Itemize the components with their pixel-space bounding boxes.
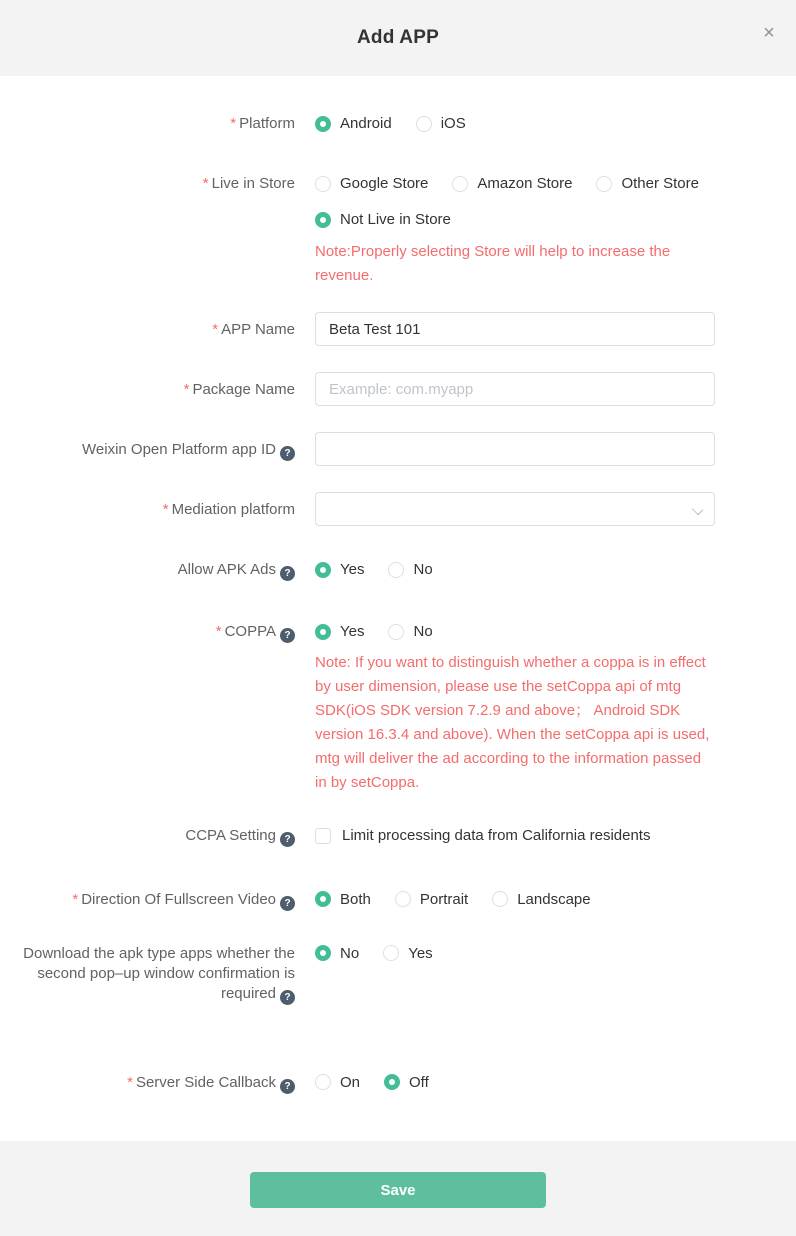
radio-direction-both[interactable] xyxy=(315,890,371,909)
radio-google-store[interactable] xyxy=(315,174,428,193)
help-icon[interactable]: ? xyxy=(280,628,295,643)
radio-icon xyxy=(383,945,399,961)
help-icon[interactable]: ? xyxy=(280,1079,295,1094)
direction-radio-group xyxy=(315,890,715,909)
radio-icon xyxy=(315,176,331,192)
platform-radio-group xyxy=(315,114,715,133)
checkbox-label: Limit processing data from California residents xyxy=(342,827,651,844)
modal-header xyxy=(0,0,796,76)
coppa-radio-group xyxy=(315,622,715,641)
form-row-mediation-platform xyxy=(0,492,796,526)
allow-apk-ads-radio-group xyxy=(315,560,715,579)
radio-android[interactable] xyxy=(315,114,392,133)
live-in-store-label: * Live in Store xyxy=(202,175,295,192)
radio-ios[interactable] xyxy=(416,114,466,133)
radio-label: Yes xyxy=(340,623,365,640)
form-row-package-name xyxy=(0,372,796,406)
radio-direction-landscape[interactable] xyxy=(492,890,590,909)
radio-icon xyxy=(315,212,331,228)
radio-callback-on[interactable] xyxy=(315,1073,360,1092)
form-row-weixin-app-id xyxy=(0,432,796,466)
radio-icon xyxy=(315,116,331,132)
download-apk-confirm-label: Download the apk type apps whether the second pop–up window confirmation is required ? xyxy=(23,944,295,1003)
radio-callback-off[interactable] xyxy=(384,1073,429,1092)
mediation-platform-select[interactable] xyxy=(315,492,715,526)
required-mark: * xyxy=(202,175,209,192)
radio-download-yes[interactable] xyxy=(383,944,432,963)
platform-label: * Platform xyxy=(230,115,295,132)
ccpa-checkbox[interactable] xyxy=(315,826,650,845)
radio-allow-apk-no[interactable] xyxy=(388,560,432,579)
help-icon[interactable]: ? xyxy=(280,832,295,847)
form-row-ccpa xyxy=(0,826,796,849)
live-in-store-controls xyxy=(315,174,715,288)
radio-icon xyxy=(416,116,432,132)
modal-body xyxy=(0,76,796,1094)
radio-label: Off xyxy=(409,1073,429,1091)
required-mark: * xyxy=(72,890,79,908)
package-name-label: * Package Name xyxy=(183,381,295,398)
mediation-platform-select-input[interactable] xyxy=(315,492,715,526)
form-row-allow-apk-ads xyxy=(0,560,796,581)
radio-icon xyxy=(315,891,331,907)
radio-label: No xyxy=(413,561,433,578)
radio-amazon-store[interactable] xyxy=(452,174,572,193)
radio-download-no[interactable] xyxy=(315,944,359,963)
package-name-input[interactable] xyxy=(315,372,715,406)
live-in-store-row1 xyxy=(315,174,715,193)
radio-coppa-yes[interactable] xyxy=(315,622,364,641)
download-apk-radio-group xyxy=(315,944,715,963)
required-mark: * xyxy=(212,321,219,338)
radio-icon xyxy=(388,624,404,640)
store-note: Note:Properly selecting Store will help to increase the revenue. xyxy=(315,243,671,284)
server-callback-radio-group xyxy=(315,1073,715,1092)
save-button[interactable]: Save xyxy=(250,1172,546,1208)
radio-other-store[interactable] xyxy=(596,174,699,193)
form-row-platform xyxy=(0,114,796,133)
radio-label: No xyxy=(413,623,433,640)
help-icon[interactable]: ? xyxy=(280,990,295,1005)
form-row-download-apk-confirm xyxy=(0,944,796,1005)
form-row-server-side-callback xyxy=(0,1073,796,1094)
radio-icon xyxy=(388,562,404,578)
required-mark: * xyxy=(127,1073,133,1091)
modal-title: Add APP xyxy=(357,27,439,48)
radio-allow-apk-yes[interactable] xyxy=(315,560,364,579)
radio-direction-portrait[interactable] xyxy=(395,890,468,909)
allow-apk-ads-label: Allow APK Ads ? xyxy=(0,560,315,581)
radio-label: Android xyxy=(340,115,392,132)
radio-label: Amazon Store xyxy=(477,175,573,192)
radio-icon xyxy=(492,891,508,907)
radio-icon xyxy=(452,176,468,192)
radio-not-live-in-store[interactable] xyxy=(315,210,451,229)
form-row-live-in-store xyxy=(0,174,796,288)
radio-label: Other Store xyxy=(621,175,699,192)
required-mark: * xyxy=(183,381,190,398)
radio-label: Yes xyxy=(340,561,365,578)
help-icon[interactable]: ? xyxy=(280,566,295,581)
radio-label: No xyxy=(340,944,360,962)
radio-label: Google Store xyxy=(340,175,429,192)
radio-icon xyxy=(596,176,612,192)
app-name-label: * APP Name xyxy=(212,321,295,338)
radio-label: Landscape xyxy=(517,890,591,908)
close-icon[interactable]: × xyxy=(763,22,775,44)
radio-icon xyxy=(315,562,331,578)
radio-label: iOS xyxy=(440,115,466,132)
coppa-note: Note: If you want to distinguish whether a coppa is in effect by user dimension, please use the setCoppa api of mtg SDK(iOS SDK version 7.2.9 and above； Android SDK version 16.3.4 and above). When the setCoppa api is used, mtg will deliver the ad according to the information passed in by setCoppa. xyxy=(315,654,710,791)
radio-icon xyxy=(315,624,331,640)
weixin-app-id-input[interactable] xyxy=(315,432,715,466)
radio-icon xyxy=(315,1074,331,1090)
app-name-input[interactable] xyxy=(315,312,715,346)
radio-label: Portrait xyxy=(419,890,469,908)
direction-fullscreen-label: * Direction Of Fullscreen Video ? xyxy=(0,890,315,911)
radio-label: On xyxy=(340,1073,361,1091)
coppa-label: * COPPA ? xyxy=(0,622,315,643)
radio-icon xyxy=(384,1074,400,1090)
ccpa-label: CCPA Setting ? xyxy=(0,826,315,847)
help-icon[interactable]: ? xyxy=(280,446,295,461)
radio-icon xyxy=(395,891,411,907)
server-side-callback-label: * Server Side Callback ? xyxy=(0,1073,315,1094)
radio-label: Yes xyxy=(408,944,433,962)
form-row-coppa xyxy=(0,622,796,795)
checkbox-icon xyxy=(315,828,331,844)
help-icon[interactable]: ? xyxy=(280,896,295,911)
radio-coppa-no[interactable] xyxy=(388,622,432,641)
form-row-app-name xyxy=(0,312,796,346)
required-mark: * xyxy=(215,623,222,640)
weixin-app-id-label: Weixin Open Platform app ID ? xyxy=(0,432,315,461)
radio-label: Both xyxy=(340,890,371,908)
live-in-store-row2 xyxy=(315,210,715,229)
modal-footer xyxy=(0,1141,796,1236)
form-row-direction-fullscreen xyxy=(0,890,796,911)
required-mark: * xyxy=(230,115,237,132)
radio-icon xyxy=(315,945,331,961)
mediation-platform-label: * Mediation platform xyxy=(162,501,295,518)
required-mark: * xyxy=(162,501,169,518)
radio-label: Not Live in Store xyxy=(340,211,451,228)
